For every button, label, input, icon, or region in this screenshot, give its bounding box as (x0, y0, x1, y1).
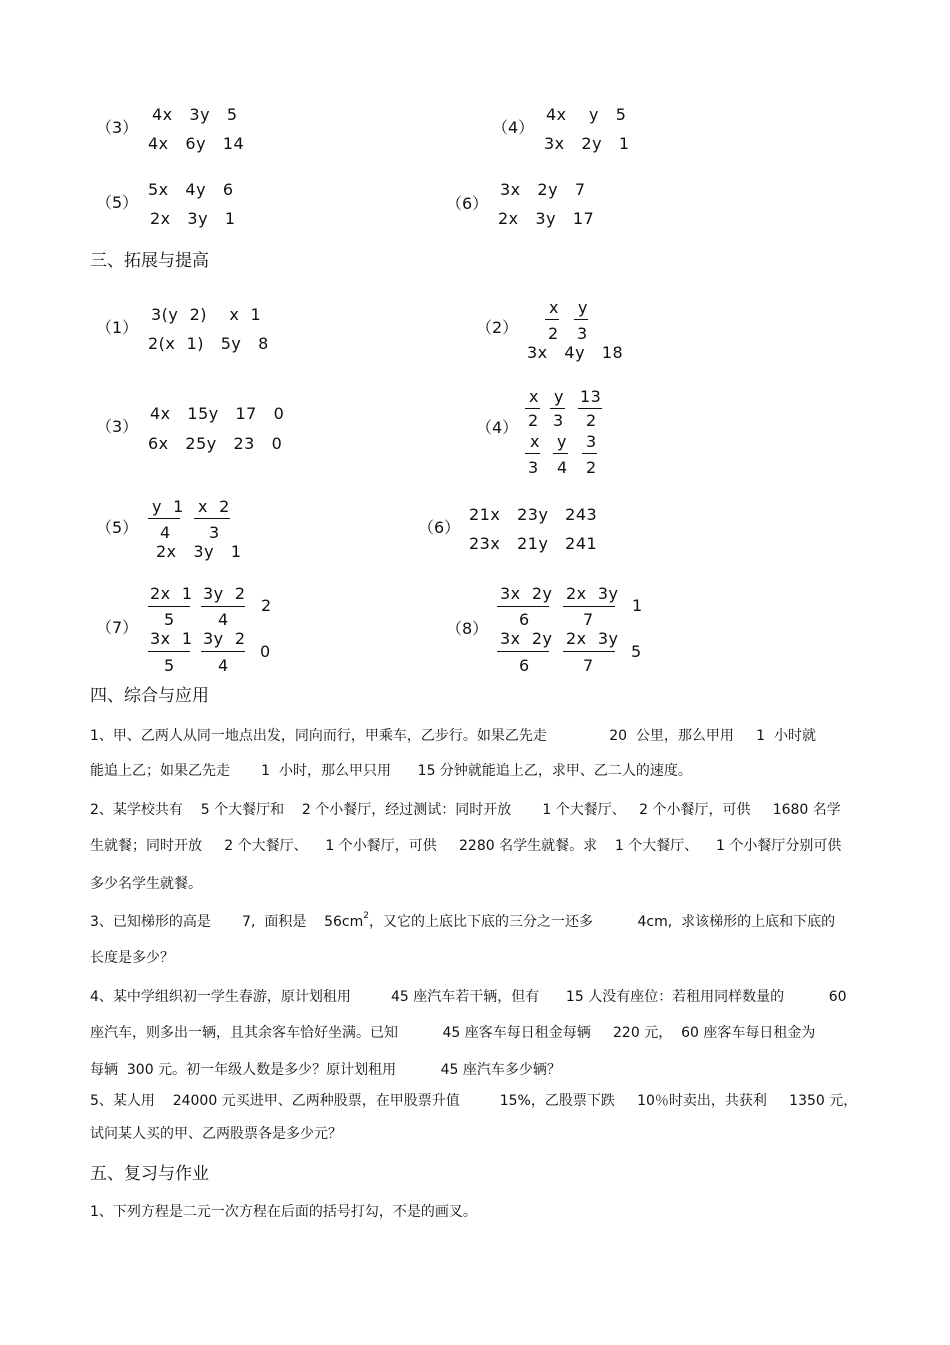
fraction-denominator: 3 (528, 458, 539, 477)
equation-line: 4x 15y 17 0 (150, 404, 285, 423)
problem-text: 多少名学生就餐。 (90, 876, 202, 892)
fraction-denominator: 3 (577, 324, 588, 343)
fraction-numerator: 3 (586, 432, 597, 451)
problem-label: （2） (476, 318, 519, 337)
fraction-numerator: 13 (580, 387, 602, 406)
fraction-denominator: 2 (586, 411, 597, 430)
section-heading: 四、综合与应用 (90, 686, 209, 706)
problem-text: 座汽车，则多出一辆，且其余客车恰好坐满。已知 45 座客车每日租金每辆 220 元， 60 座客车每日租金为 (90, 1025, 816, 1041)
fraction-denominator: 3 (209, 523, 220, 542)
equation-line: 3x 2y 7 (500, 180, 586, 199)
equation-line: 2(x 1) 5y 8 (148, 334, 269, 353)
equation-rhs: 0 (260, 642, 271, 661)
problem-text: 5、某人用 24000 元买进甲、乙两种股票，在甲股票升值 15%，乙股票下跌 10％时卖出，共获利 1350 元， (90, 1093, 858, 1109)
fraction-denominator: 2 (528, 411, 539, 430)
fraction-bar (148, 606, 190, 607)
fraction-numerator: 3y 2 (203, 584, 246, 603)
problem-text: 长度是多少？ (90, 950, 174, 966)
fraction-denominator: 2 (586, 458, 597, 477)
section-heading: 五、复习与作业 (90, 1164, 209, 1184)
problem-text (90, 911, 836, 930)
fraction-numerator: 3x 2y (500, 629, 553, 648)
fraction-numerator: x (529, 387, 539, 406)
fraction-numerator: y (554, 387, 564, 406)
equation-line: 2x 3y 1 (156, 542, 242, 561)
fraction-denominator: 6 (519, 610, 530, 629)
fraction-denominator: 7 (583, 656, 594, 675)
fraction-bar (574, 319, 588, 320)
equation-line: 3x 4y 18 (527, 343, 624, 362)
fraction-bar (194, 518, 230, 519)
problem-label: （3） (96, 118, 139, 137)
equation-line: 23x 21y 241 (469, 534, 598, 553)
equation-line: 6x 25y 23 0 (148, 434, 283, 453)
problem-text-part: 3、已知梯形的高是 7, 面积是 56cm (90, 914, 364, 930)
fraction-bar (563, 606, 615, 607)
fraction-bar (148, 518, 180, 519)
problem-label: （5） (96, 518, 139, 537)
equation-rhs: 2 (261, 596, 272, 615)
fraction-denominator: 5 (164, 656, 175, 675)
fraction-bar (550, 408, 565, 409)
fraction-bar (578, 408, 602, 409)
problem-text: 1、下列方程是二元一次方程在后面的括号打勾，不是的画叉。 (90, 1204, 477, 1220)
problem-label: （8） (446, 619, 489, 638)
fraction-denominator: 2 (548, 324, 559, 343)
fraction-numerator: 2x 3y (566, 629, 619, 648)
problem-label: （4） (476, 418, 519, 437)
fraction-bar (201, 606, 245, 607)
problem-label: （4） (492, 118, 535, 137)
fraction-numerator: 2x 1 (150, 584, 193, 603)
fraction-bar (497, 651, 549, 652)
equation-line: 21x 23y 243 (469, 505, 598, 524)
equation-line: 2x 3y 1 (150, 209, 236, 228)
fraction-bar (201, 651, 245, 652)
fraction-denominator: 4 (218, 610, 229, 629)
fraction-numerator: y 1 (152, 497, 184, 516)
problem-text: 4、某中学组织初一学生春游，原计划租用 45 座汽车若干辆，但有 15 人没有座位：若租用同样数量的 60 (90, 989, 847, 1005)
fraction-bar (525, 453, 540, 454)
problem-text: 2、某学校共有 5 个大餐厅和 2 个小餐厅，经过测试：同时开放 1 个大餐厅、 2 个小餐厅，可供 1680 名学 (90, 802, 841, 818)
fraction-denominator: 4 (218, 656, 229, 675)
fraction-numerator: x (549, 298, 559, 317)
equation-rhs: 1 (632, 596, 643, 615)
superscript: 2 (363, 911, 370, 921)
fraction-bar (148, 651, 190, 652)
fraction-bar (582, 453, 597, 454)
section-heading: 三、拓展与提高 (90, 251, 209, 271)
fraction-bar (525, 408, 540, 409)
fraction-numerator: x 2 (198, 497, 230, 516)
fraction-bar (553, 453, 568, 454)
fraction-numerator: x (530, 432, 540, 451)
problem-text-part: ，又它的上底比下底的三分之一还多 4cm, 求该梯形的上底和下底的 (369, 914, 836, 930)
equation-line: 4x 3y 5 (152, 105, 238, 124)
problem-text: 试问某人买的甲、乙两股票各是多少元？ (90, 1126, 342, 1142)
fraction-numerator: 2x 3y (566, 584, 619, 603)
fraction-numerator: 3x 2y (500, 584, 553, 603)
problem-label: （7） (96, 618, 139, 637)
fraction-bar (563, 651, 615, 652)
problem-text: 能追上乙；如果乙先走 1 小时，那么甲只用 15 分钟就能追上乙，求甲、乙二人的速度。 (90, 763, 692, 779)
fraction-denominator: 5 (164, 610, 175, 629)
fraction-bar (545, 319, 559, 320)
problem-text: 生就餐；同时开放 2 个大餐厅、 1 个小餐厅，可供 2280 名学生就餐。求 1 个大餐厅、 1 个小餐厅分别可供 (90, 838, 842, 854)
problem-label: （6） (446, 194, 489, 213)
fraction-denominator: 4 (557, 458, 568, 477)
equation-line: 4x y 5 (546, 105, 627, 124)
equation-line: 3x 2y 1 (544, 134, 630, 153)
problem-label: （5） (96, 193, 139, 212)
equation-line: 2x 3y 17 (498, 209, 595, 228)
problem-label: （3） (96, 417, 139, 436)
equation-line: 4x 6y 14 (148, 134, 245, 153)
fraction-numerator: 3x 1 (150, 629, 193, 648)
problem-label: （6） (418, 518, 461, 537)
equation-line: 3(y 2) x 1 (151, 305, 262, 324)
equation-line: 5x 4y 6 (148, 180, 234, 199)
problem-label: （1） (96, 318, 139, 337)
fraction-denominator: 6 (519, 656, 530, 675)
fraction-bar (497, 606, 549, 607)
fraction-denominator: 3 (553, 411, 564, 430)
fraction-numerator: 3y 2 (203, 629, 246, 648)
fraction-numerator: y (557, 432, 567, 451)
fraction-denominator: 7 (583, 610, 594, 629)
problem-text: 每辆 300 元。初一年级人数是多少？原计划租用 45 座汽车多少辆？ (90, 1062, 561, 1078)
problem-text: 1、甲、乙两人从同一地点出发，同向而行，甲乘车，乙步行。如果乙先走 20 公里，那么甲用 1 小时就 (90, 728, 816, 744)
fraction-numerator: y (578, 298, 588, 317)
fraction-denominator: 4 (160, 523, 171, 542)
equation-rhs: 5 (631, 642, 642, 661)
